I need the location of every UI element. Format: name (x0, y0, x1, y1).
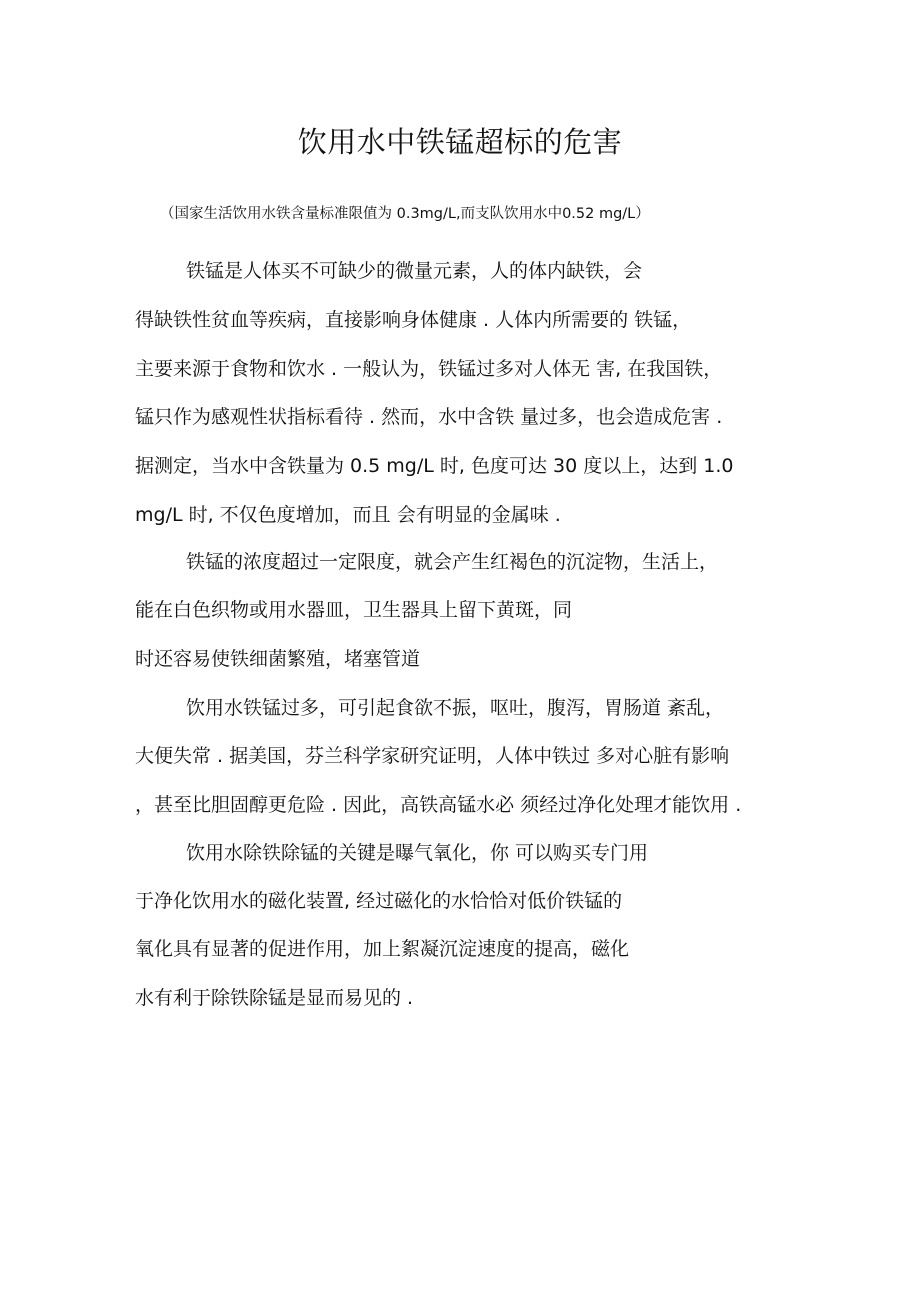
paragraph-4-line-1: 饮用水除铁除锰的关键是曝气氧化，你 可以购买专门用 (186, 842, 649, 864)
paragraph-1-line-4: 锰只作为感观性状指标看待 . 然而，水中含铁 量过多，也会造成危害 . (135, 406, 723, 428)
paragraph-1-line-2: 得缺铁性贫血等疾病，直接影响身体健康 . 人体内所需要的 铁锰， (135, 309, 692, 331)
paragraph-2-line-3: 时还容易使铁细菌繁殖，堵塞管道 (135, 648, 421, 670)
paragraph-1-line-3: 主要来源于食物和饮水 . 一般认为，铁锰过多对人体无 害, 在我国铁， (135, 358, 723, 380)
paragraph-1-line-6: mg/L 时, 不仅色度增加，而且 会有明显的金属味 . (135, 504, 561, 526)
paragraph-1-line-5: 据测定，当水中含铁量为 0.5 mg/L 时, 色度可达 30 度以上，达到 1.0 (135, 455, 734, 477)
paragraph-4-line-3: 氧化具有显著的促进作用，加上絮凝沉淀速度的提高，磁化 (135, 938, 630, 960)
paragraph-4-line-2: 于净化饮用水的磁化装置, 经过磁化的水恰恰对低价铁锰的 (135, 890, 623, 912)
paragraph-3-line-1: 饮用水铁锰过多，可引起食欲不振，呕吐，腹泻，胃肠道 紊乱， (186, 697, 725, 719)
paragraph-3-line-3: ，甚至比胆固醇更危险 . 因此，高铁高锰水必 须经过净化处理才能饮用 . (135, 794, 742, 816)
paragraph-3-line-2: 大便失常 . 据美国，芬兰科学家研究证明，人体中铁过 多对心脏有影响 (135, 745, 730, 767)
document-subtitle: （国家生活饮用水铁含量标准限值为 0.3mg/L,而支队饮用水中0.52 mg/L） (160, 206, 650, 222)
document-title: 饮用水中铁锰超标的危害 (297, 125, 623, 159)
paragraph-1-line-1: 铁锰是人体买不可缺少的微量元素，人的体内缺铁，会 (186, 260, 643, 282)
paragraph-4-line-4: 水有利于除铁除锰是显而易见的 . (135, 987, 414, 1009)
paragraph-2-line-2: 能在白色织物或用水器皿，卫生器具上留下黄斑，同 (135, 599, 573, 621)
paragraph-2-line-1: 铁锰的浓度超过一定限度，就会产生红褐色的沉淀物，生活上， (186, 551, 719, 573)
